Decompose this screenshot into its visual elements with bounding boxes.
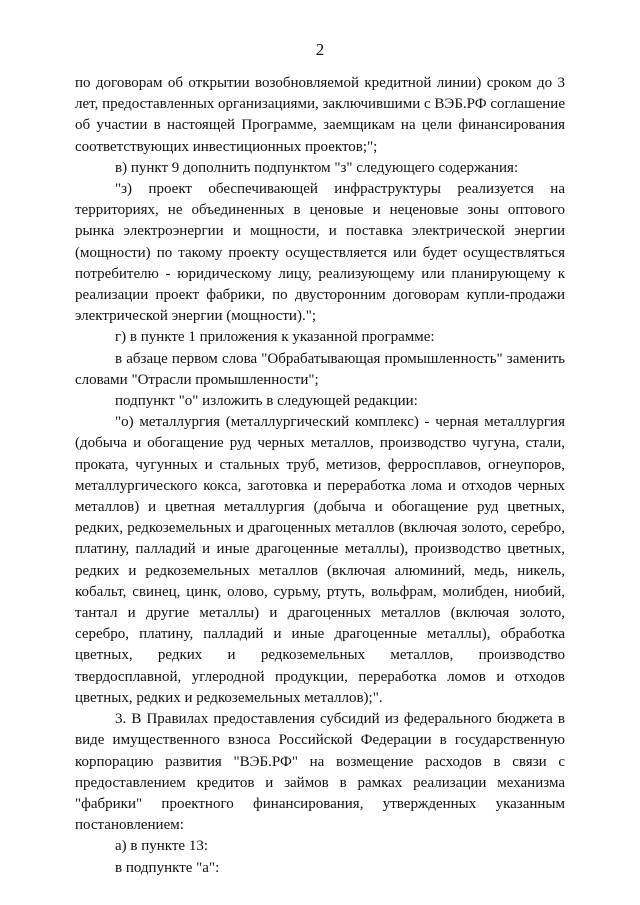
paragraph: г) в пункте 1 приложения к указанной программе: [115, 329, 435, 346]
page-number: 2 [315, 40, 325, 59]
paragraph: а) в пункте 13: [115, 838, 209, 855]
paragraph: "о) металлургия (металлургический комплекс) - черная металлургия (добыча и обогащение руд черных металлов, производство чугуна, стали, проката, чугунных и стальных труб, метизов, ферросплавов, огнеупоров, металлургического кокса, заготовка и переработка лома и отходов черных металлов) и цветная металлургия (добыча и обогащение руд цветных, редких, редкоземельных и драгоценных металлов (включая золото, серебро, платину, палладий и иные драгоценные металлы), производство цветных, редких и редкоземельных металлов (включая алюминий, медь, никель, кобальт, свинец, цинк, олово, сурьму, ртуть, вольфрам, молибден, ниобий, тантал и другие металлы) и драгоценных металлов (включая золото, серебро, платину, палладий и иные драгоценные металлы), обработка цветных, редких и редкоземельных металлов, производство твердосплавной, углеродной продукции, переработка ломов и отходов цветных, редких и редкоземельных металлов);". [75, 414, 565, 706]
paragraph: 3. В Правилах предоставления субсидий из федерального бюджета в виде имущественного взноса Российской Федерации в государственную корпорацию развития "ВЭБ.РФ" на возмещение расходов в связи с предоставлением кредитов и займов в рамках реализации механизма "фабрики" проектного финансирования, утвержденных указанным постановлением: [75, 711, 565, 834]
paragraph: по договорам об открытии возобновляемой кредитной линии) сроком до 3 лет, предоставленных организациями, заключившими с ВЭБ.РФ соглашение об участии в настоящей Программе, заемщикам на цели финансирования соответствующих инвестиционных проектов;"; [75, 75, 565, 155]
paragraph: в) пункт 9 дополнить подпунктом "з" следующего содержания: [115, 159, 519, 176]
paragraph: в абзаце первом слова "Обрабатывающая промышленность" заменить словами "Отрасли промышленности"; [75, 350, 565, 388]
paragraph: подпункт "о" изложить в следующей редакции: [115, 393, 418, 410]
document-body [75, 73, 565, 879]
paragraph: "з) проект обеспечивающей инфраструктуры реализуется на территориях, не объединенных в ценовые и неценовые зоны оптового рынка электроэнергии и мощности, и поставка электрической энергии (мощности) по такому проекту осуществляется или будет осуществляться потребителю - юридическому лицу, реализующему или планирующему к реализации проект фабрики, по двусторонним договорам купли-продажи электрической энергии (мощности)."; [75, 181, 565, 325]
paragraph: в подпункте "а": [115, 859, 220, 876]
